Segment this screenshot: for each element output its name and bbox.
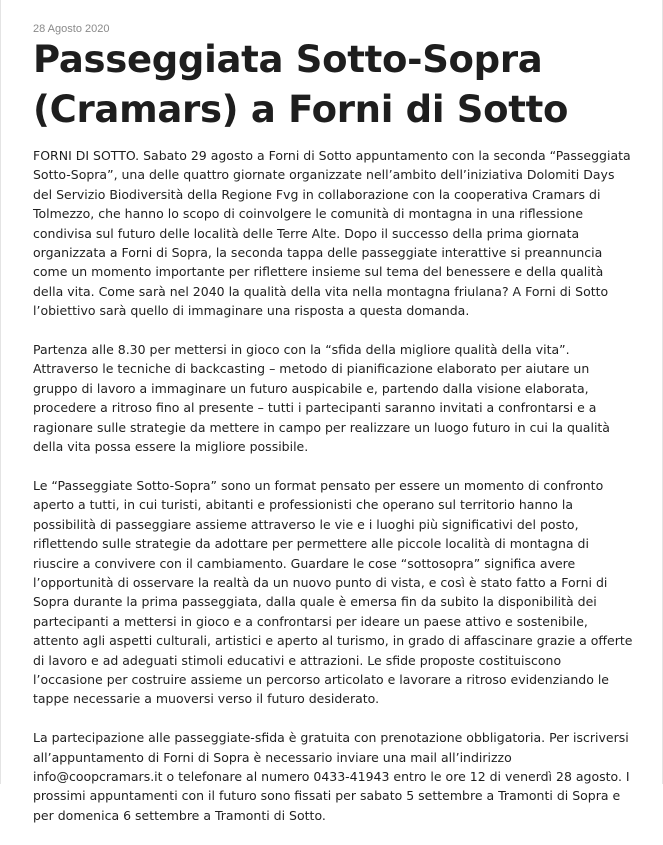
- article-title-line-1: Passeggiata Sotto-Sopra: [33, 38, 543, 81]
- article-paragraph-1: FORNI DI SOTTO. Sabato 29 agosto a Forni di Sotto appuntamento con la seconda “Passeggiata Sotto-Sopra”, una delle quattro giornate organizzate nell’ambito dell’iniziativa Dolomiti Days del Servizio Biodiversità della Regione Fvg in collaborazione con la cooperativa Cramars di Tolmezzo, che hanno lo scopo di coinvolgere le comunità di montagna in una riflessione condivisa sul futuro delle località delle Terre Alte. Dopo il successo della prima giornata organizzata a Forni di Sopra, la seconda tappa delle passeggiate interattive si preannuncia come un momento importante per riflettere insieme sul tema del benessere e della qualità della vita. Come sarà nel 2040 la qualità della vita nella montagna friulana? A Forni di Sotto l’obiettivo sarà quello di immaginare una risposta a questa domanda.: [33, 148, 631, 319]
- article-paragraph-2: Partenza alle 8.30 per mettersi in gioco con la “sfida della migliore qualità della vita”. Attraverso le tecniche di backcasting – metodo di pianificazione elaborato per aiutare un gruppo di lavoro a immaginare un futuro auspicabile e, partendo dalla visione elaborata, procedere a ritroso fino al presente – tutti i partecipanti saranno invitati a confrontarsi e a ragionare sulle strategie da mettere in campo per realizzare un luogo futuro in cui la qualità della vita possa essere la migliore possibile.: [33, 342, 610, 455]
- article-title-line-2: (Cramars) a Forni di Sotto: [33, 88, 569, 131]
- article-date: 28 Agosto 2020: [33, 23, 110, 35]
- article-body: [33, 146, 633, 845]
- article-paragraph-4: La partecipazione alle passeggiate-sfida è gratuita con prenotazione obbligatoria. Per iscriversi all’appuntamento di Forni di Sopra è necessario inviare una mail all’indirizzo info@coopcramars.it o telefonare al numero 0433-41943 entro le ore 12 di venerdì 28 agosto. I prossimi appuntamenti con il futuro sono fissati per sabato 5 settembre a Tramonti di Sopra e per domenica 6 settembre a Tramonti di Sotto.: [33, 730, 630, 823]
- article-title: [33, 35, 643, 135]
- article-paragraph-3: Le “Passeggiate Sotto-Sopra” sono un format pensato per essere un momento di confronto aperto a tutti, in cui turisti, abitanti e professionisti che operano sul territorio hanno la possibilità di passeggiare assieme attraverso le vie e i luoghi più significativi del posto, riflettendo sulle strategie da adottare per permettere alle piccole località di montagna di riuscire a convivere con il cambiamento. Guardare le cose “sottosopra” significa avere l’opportunità di osservare la realtà da un nuovo punto di vista, e così è stato fatto a Forni di Sopra durante la prima passeggiata, dalla quale è emersa fin da subito la disponibilità dei partecipanti a mettersi in gioco e a confrontarsi per ideare un paese attivo e sostenibile, attento agli aspetti culturali, artistici e aperto al turismo, in grado di affascinare grazie a offerte di lavoro e ad adeguati stimoli educativi e attrazioni. Le sfide proposte costituiscono l’occasione per costruire assieme un percorso articolato e lavorare a ritroso evidenziando le tappe necessarie a muoversi verso il futuro desiderato.: [33, 477, 633, 707]
